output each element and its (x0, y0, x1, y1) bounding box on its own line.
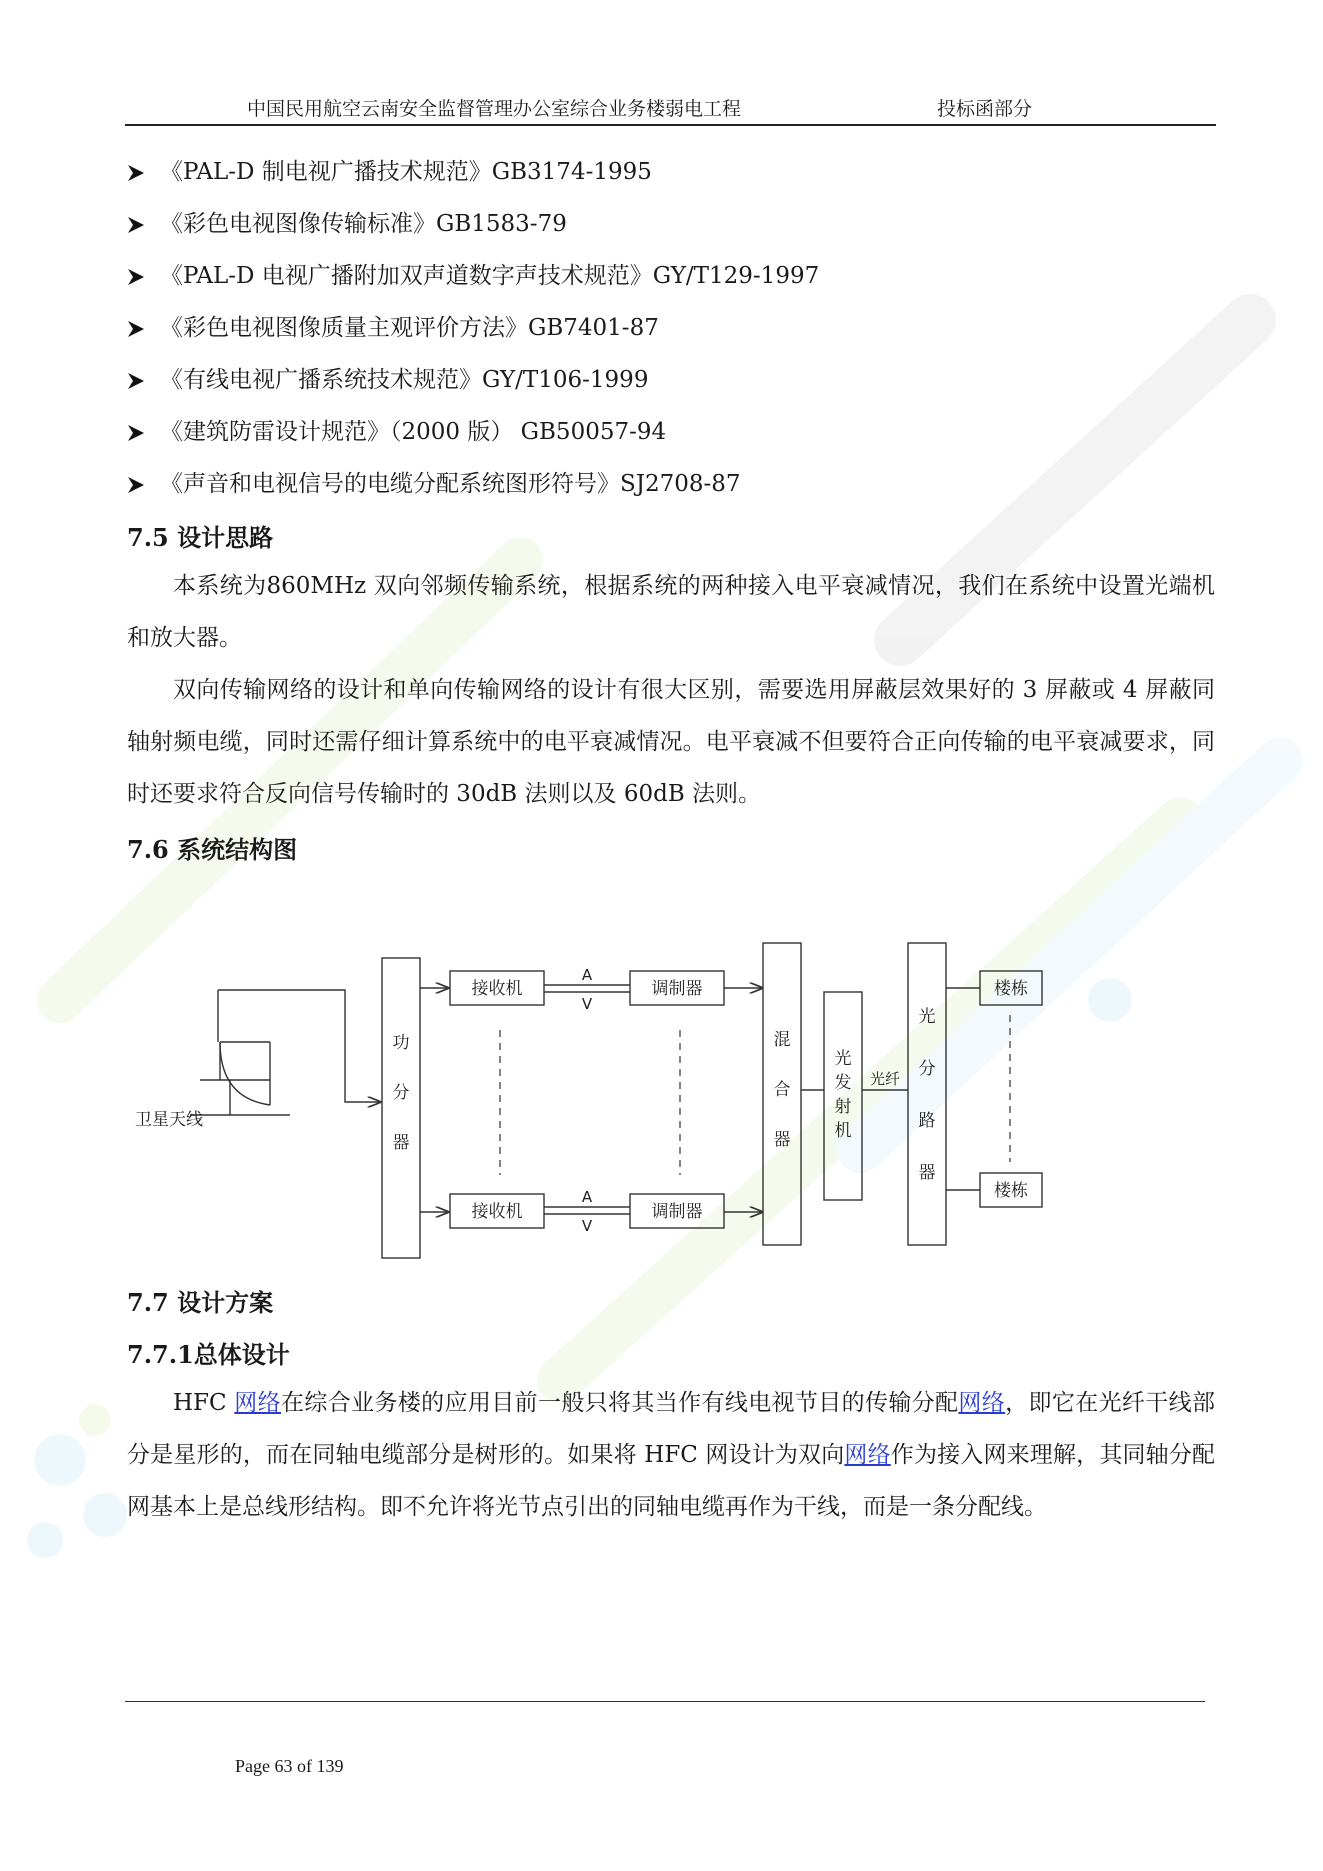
network-link[interactable]: 网络 (844, 1442, 891, 1468)
section-7-5-text (127, 560, 1215, 820)
svg-text:机: 机 (834, 1121, 852, 1141)
optical-splitter-box (908, 943, 946, 1245)
diagram-svg (130, 930, 1070, 1260)
heading-7-7: 7.7 设计方案 (127, 1288, 274, 1317)
arrow-bullet-icon (127, 268, 145, 286)
modulator-bottom-label: 调制器 (651, 1202, 703, 1222)
heading-7-6: 7.6 系统结构图 (127, 835, 298, 864)
paragraph: 本系统为860MHz 双向邻频传输系统，根据系统的两种接入电平衰减情况，我们在系统中设置光端机和放大器。 (127, 573, 1215, 651)
svg-text:射: 射 (834, 1097, 852, 1117)
building-top-label: 楼栋 (994, 979, 1028, 999)
svg-text:功: 功 (392, 1033, 410, 1053)
arrow-bullet-icon (127, 424, 145, 442)
fiber-label: 光纤 (869, 1070, 901, 1088)
paragraph: 双向传输网络的设计和单向传输网络的设计有很大区别，需要选用屏蔽层效果好的 3 屏蔽或 4 屏蔽同轴射频电缆，同时还需仔细计算系统中的电平衰减情况。电平衰减不但要符合正向传输的电平衰减要求，同时还要求符合反向信号传输时的 30dB 法则以及 60dB 法则。 (127, 677, 1215, 807)
svg-text:器: 器 (773, 1130, 791, 1150)
antenna-dish-icon (220, 1042, 270, 1105)
antenna-label: 卫星天线 (135, 1110, 203, 1130)
svg-text:路: 路 (918, 1111, 936, 1131)
paragraph: HFC 网络在综合业务楼的应用目前一般只将其当作有线电视节目的传输分配网络，即它在光纤干线部分是星形的，而在同轴电缆部分是树形的。如果将 HFC 网设计为双向网络作为接入网来理解，其同轴分配网基本上是总线形结构。即不允许将光节点引出的同轴电缆再作为干线，而是一条分配线。 (127, 1390, 1216, 1520)
list-item: 《PAL-D 制电视广播技术规范》GB3174-1995 (127, 150, 1227, 202)
transmitter-box (824, 992, 862, 1200)
svg-text:分: 分 (392, 1083, 410, 1103)
receiver-bottom-label: 接收机 (471, 1202, 523, 1222)
list-item: 《建筑防雷设计规范》（2000 版） GB50057-94 (127, 410, 1227, 462)
list-item: 《声音和电视信号的电缆分配系统图形符号》SJ2708-87 (127, 462, 1227, 514)
section-7-7-1-text (127, 1377, 1215, 1533)
arrow-bullet-icon (127, 164, 145, 182)
footer-divider (125, 1701, 1205, 1702)
svg-text:V: V (581, 995, 593, 1013)
page-header (125, 90, 1216, 126)
svg-text:合: 合 (773, 1080, 791, 1100)
svg-text:发: 发 (834, 1073, 852, 1093)
arrow-bullet-icon (127, 476, 145, 494)
svg-text:光: 光 (918, 1007, 936, 1027)
arrow-bullet-icon (127, 320, 145, 338)
svg-text:混: 混 (773, 1030, 791, 1050)
header-title: 中国民用航空云南安全监督管理办公室综合业务楼弱电工程 (247, 98, 742, 120)
list-item: 《彩色电视图像传输标准》GB1583-79 (127, 202, 1227, 254)
network-link[interactable]: 网络 (234, 1390, 282, 1416)
heading-7-5: 7.5 设计思路 (127, 523, 274, 552)
svg-text:器: 器 (392, 1133, 410, 1153)
svg-text:A: A (581, 966, 593, 984)
network-link[interactable]: 网络 (958, 1390, 1006, 1416)
svg-text:器: 器 (918, 1163, 936, 1183)
receiver-top-label: 接收机 (471, 979, 523, 999)
list-item: 《有线电视广播系统技术规范》GY/T106-1999 (127, 358, 1227, 410)
svg-text:A: A (581, 1188, 593, 1206)
standards-list (127, 150, 1227, 514)
list-item: 《彩色电视图像质量主观评价方法》GB7401-87 (127, 306, 1227, 358)
header-section: 投标函部分 (937, 98, 1033, 120)
system-structure-diagram (130, 930, 1070, 1260)
list-item: 《PAL-D 电视广播附加双声道数字声技术规范》GY/T129-1997 (127, 254, 1227, 306)
splitter-box (382, 958, 420, 1258)
heading-7-7-1: 7.7.1总体设计 (127, 1340, 290, 1369)
arrow-bullet-icon (127, 372, 145, 390)
page-number: Page 63 of 139 (235, 1756, 344, 1776)
building-bottom-label: 楼栋 (994, 1181, 1028, 1201)
modulator-top-label: 调制器 (651, 979, 703, 999)
svg-text:V: V (581, 1217, 593, 1235)
svg-text:分: 分 (918, 1059, 936, 1079)
svg-text:光: 光 (834, 1049, 852, 1069)
arrow-bullet-icon (127, 216, 145, 234)
